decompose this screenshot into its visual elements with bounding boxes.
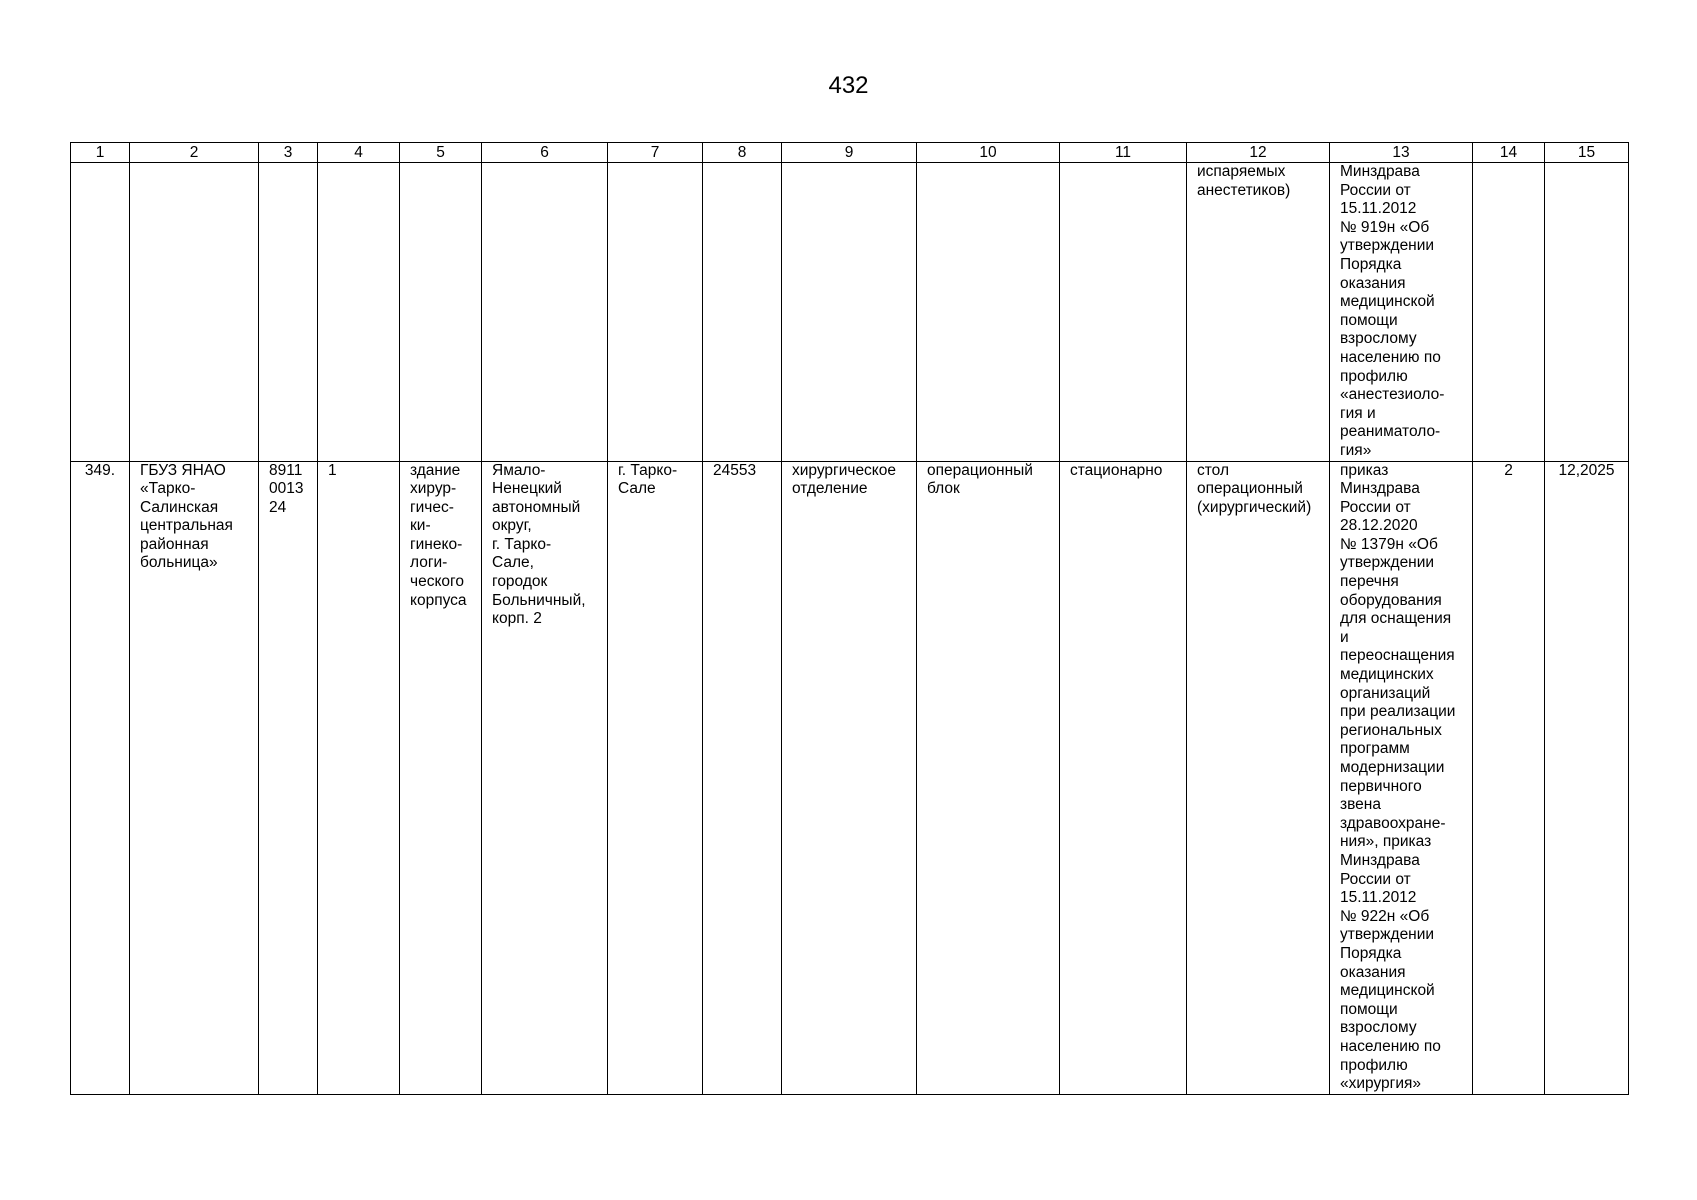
- data-table: [70, 142, 1629, 1095]
- column-header: 13: [1330, 143, 1473, 163]
- cell-number: 349.: [71, 461, 130, 1094]
- cell-number: [71, 163, 130, 462]
- cell-address: [482, 163, 608, 462]
- cell-col8: 24553: [703, 461, 782, 1094]
- table-row-continuation: [71, 163, 1629, 462]
- cell-col4: 1: [318, 461, 400, 1094]
- cell-unit: [917, 163, 1060, 462]
- cell-unit: операционный блок: [917, 461, 1060, 1094]
- column-header: 15: [1545, 143, 1629, 163]
- cell-department: [782, 163, 917, 462]
- column-header: 10: [917, 143, 1060, 163]
- cell-building: здание хирур- гичес- ки- гинеко- логи- ческого корпуса: [400, 461, 482, 1094]
- cell-code: [259, 163, 318, 462]
- cell-date: [1545, 163, 1629, 462]
- cell-organization: [130, 163, 259, 462]
- column-header: 3: [259, 143, 318, 163]
- cell-care-type: [1060, 163, 1187, 462]
- column-header: 5: [400, 143, 482, 163]
- cell-col8: [703, 163, 782, 462]
- column-header: 1: [71, 143, 130, 163]
- cell-department: хирургическое отделение: [782, 461, 917, 1094]
- cell-quantity: 2: [1473, 461, 1545, 1094]
- cell-building: [400, 163, 482, 462]
- cell-code: 8911 0013 24: [259, 461, 318, 1094]
- cell-care-type: стационарно: [1060, 461, 1187, 1094]
- cell-col4: [318, 163, 400, 462]
- column-header: 9: [782, 143, 917, 163]
- page-number: 432: [828, 72, 869, 99]
- cell-date: 12,2025: [1545, 461, 1629, 1094]
- cell-city: [608, 163, 703, 462]
- cell-organization: ГБУЗ ЯНАО «Тарко- Салинская центральная районная больница»: [130, 461, 259, 1094]
- column-header: 14: [1473, 143, 1545, 163]
- cell-basis: приказ Минздрава России от 28.12.2020 № 1379н «Об утверждении перечня оборудования для оснащения и переоснащения медицинских организаций при реализации региональных программ модернизации первичного звена здравоохране- ния», приказ Минздрава России от 15.11.2012 № 922н «Об утверждении Порядка оказания медицинской помощи взрослому населению по профилю «хирургия»: [1330, 461, 1473, 1094]
- cell-equipment: стол операционный (хирургический): [1187, 461, 1330, 1094]
- column-header: 7: [608, 143, 703, 163]
- column-header: 4: [318, 143, 400, 163]
- column-header: 11: [1060, 143, 1187, 163]
- table-row: [71, 461, 1629, 1094]
- header-row: [71, 143, 1629, 163]
- cell-address: Ямало- Ненецкий автономный округ, г. Тарко- Сале, городок Больничный, корп. 2: [482, 461, 608, 1094]
- cell-quantity: [1473, 163, 1545, 462]
- column-header: 6: [482, 143, 608, 163]
- column-header: 8: [703, 143, 782, 163]
- cell-basis: Минздрава России от 15.11.2012 № 919н «Об утверждении Порядка оказания медицинской помощи взрослому населению по профилю «анестезиоло- гия и реаниматоло- гия»: [1330, 163, 1473, 462]
- cell-equipment: испаряемых анестетиков): [1187, 163, 1330, 462]
- column-header: 12: [1187, 143, 1330, 163]
- cell-city: г. Тарко- Сале: [608, 461, 703, 1094]
- column-header: 2: [130, 143, 259, 163]
